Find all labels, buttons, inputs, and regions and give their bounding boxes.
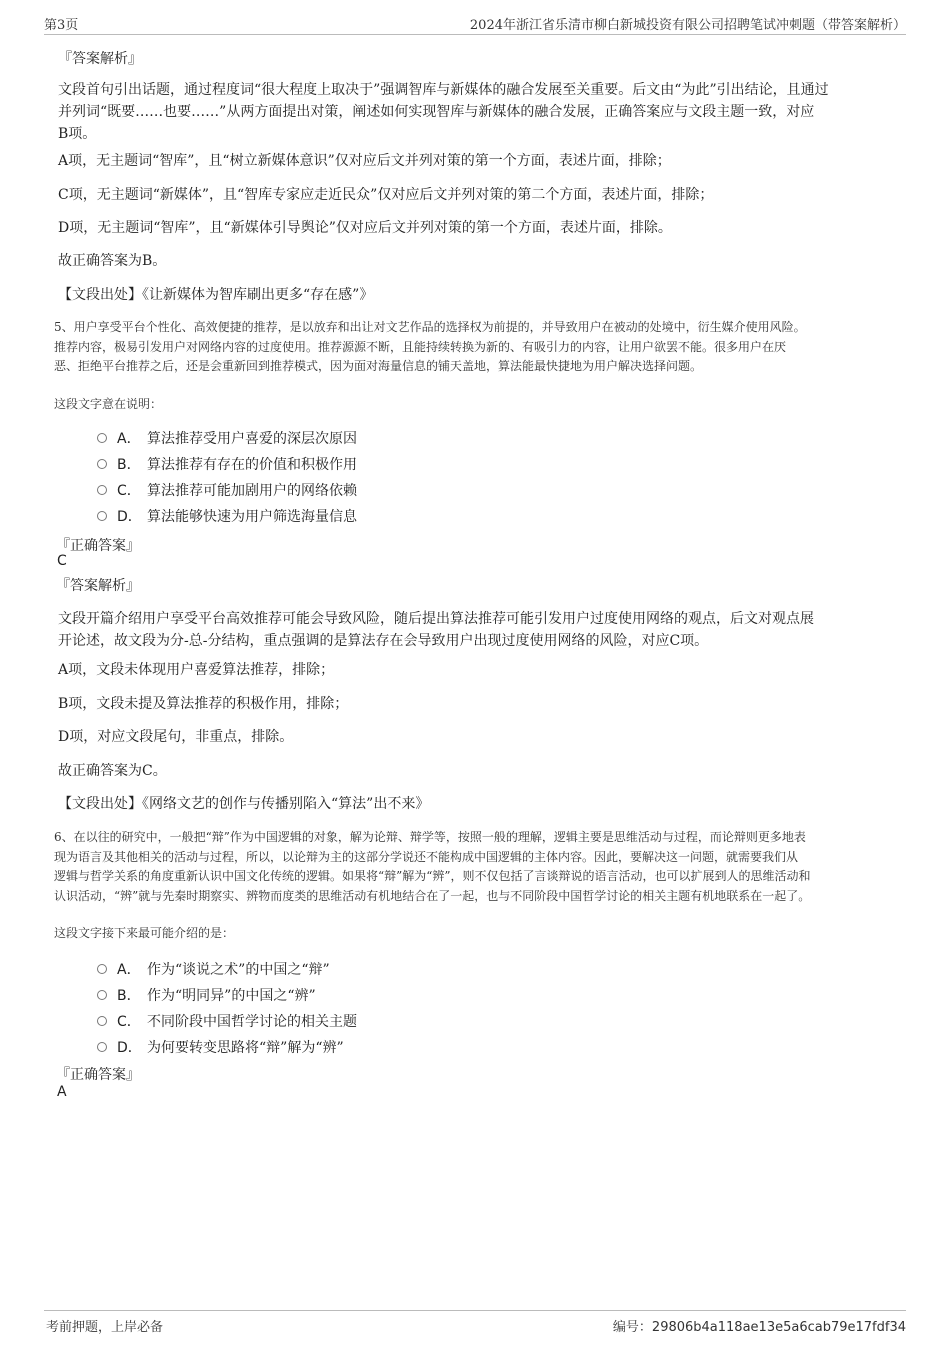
analysis-line: B项。 [58, 126, 97, 142]
option-letter: D． [117, 1040, 142, 1056]
radio-icon[interactable] [97, 1042, 107, 1052]
option-letter: C． [117, 1014, 141, 1030]
option-a-explanation: A项，文段未体现用户喜爱算法推荐，排除； [58, 662, 335, 678]
option-text: 算法推荐有存在的价值和积极作用 [147, 457, 357, 473]
option-text: 算法推荐受用户喜爱的深层次原因 [147, 431, 357, 447]
analysis-line: 并列词“既要……也要……”从两方面提出对策，阐述如何实现智库与新媒体的融合发展，正确答案应与文段主题一致，对应 [58, 104, 815, 120]
option-text: 作为“谈说之术”的中国之“辩” [147, 962, 330, 978]
document-title: 2024年浙江省乐清市柳白新城投资有限公司招聘笔试冲刺题（带答案解析） [469, 18, 906, 33]
option-letter: B． [117, 988, 141, 1004]
answer-conclusion: 故正确答案为C。 [58, 763, 167, 779]
footer-slogan: 考前押题，上岸必备 [46, 1320, 164, 1335]
radio-icon[interactable] [97, 485, 107, 495]
page-header [44, 14, 906, 35]
source-citation: 【文段出处】《让新媒体为智库刷出更多“存在感”》 [58, 287, 374, 303]
correct-answer-heading: 『正确答案』 [56, 538, 140, 554]
stem-line: 认识活动，“辨”就与先秦时期察实、辨物而度类的思维活动有机地结合在了一起，也与不同阶段中国哲学讨论的相关主题有机地联系在一起了。 [54, 888, 811, 903]
analysis-paragraph [58, 79, 896, 145]
document-id-label: 编号： [612, 1320, 652, 1335]
stem-line: 现为语言及其他相关的活动与过程，所以，以论辩为主的这部分学说还不能构成中国逻辑的主体内容。因此，要解决这一问题，就需要我们从 [54, 849, 799, 864]
question-6-prompt: 这段文字接下来最可能介绍的是： [54, 926, 235, 940]
analysis-paragraph [58, 608, 896, 652]
source-citation: 【文段出处】《网络文艺的创作与传播别陷入“算法”出不来》 [58, 796, 430, 812]
question-6-stem [54, 828, 902, 906]
page-footer [44, 1310, 906, 1335]
radio-icon[interactable] [97, 964, 107, 974]
radio-icon[interactable] [97, 459, 107, 469]
option-letter: D． [117, 509, 142, 525]
option-letter: B． [117, 457, 141, 473]
document-id [613, 1316, 906, 1335]
question-5-option-c[interactable] [97, 480, 357, 500]
analysis-line: 文段开篇介绍用户享受平台高效推荐可能会导致风险，随后提出算法推荐可能引发用户过度使用网络的观点，后文对观点展 [58, 611, 814, 627]
stem-line: 逻辑与哲学关系的角度重新认识中国文化传统的逻辑。如果将“辩”解为“辨”，则不仅包括了言谈辩说的语言活动，也可以扩展到人的思维活动和 [54, 869, 811, 883]
question-6-option-b[interactable] [97, 985, 316, 1005]
question-5-option-d[interactable] [97, 506, 357, 526]
question-5-option-b[interactable] [97, 454, 357, 474]
analysis-line: 文段首句引出话题，通过程度词“很大程度上取决于”强调智库与新媒体的融合发展至关重要。后文由“为此”引出结论，且通过 [58, 82, 829, 98]
option-text: 算法推荐可能加剧用户的网络依赖 [147, 483, 357, 499]
document-id-value: 29806b4a118ae13e5a6cab79e17fdf34 [651, 1320, 906, 1335]
correct-answer-value: C [57, 553, 67, 569]
option-text: 不同阶段中国哲学讨论的相关主题 [147, 1014, 357, 1030]
stem-line: 6、在以往的研究中，一般把“辩”作为中国逻辑的对象，解为论辩、辩学等，按照一般的理解，逻辑主要是思维活动与过程，而论辩则更多地表 [54, 830, 806, 844]
option-b-explanation: B项，文段未提及算法推荐的积极作用，排除； [58, 696, 349, 712]
option-text: 作为“明同异”的中国之“辨” [147, 988, 316, 1004]
stem-line: 推荐内容，极易引发用户对网络内容的过度使用。推荐源源不断，且能持续转换为新的、有吸引力的内容，让用户欲罢不能。很多用户在厌 [54, 339, 787, 354]
stem-line: 5、用户享受平台个性化、高效便捷的推荐，是以放弃和出让对文艺作品的选择权为前提的，并导致用户在被动的处境中，衍生媒介使用风险。 [54, 320, 806, 334]
question-6-option-a[interactable] [97, 959, 330, 979]
option-letter: A． [117, 431, 141, 447]
option-a-explanation: A项，无主题词“智库”，且“树立新媒体意识”仅对应后文并列对策的第一个方面，表述片面，排除； [58, 153, 671, 169]
radio-icon[interactable] [97, 990, 107, 1000]
correct-answer-value: A [57, 1084, 67, 1100]
option-d-explanation: D项，对应文段尾句，非重点，排除。 [58, 729, 294, 745]
stem-line: 恶、拒绝平台推荐之后，还是会重新回到推荐模式，因为面对海量信息的铺天盖地，算法能最快捷地为用户解决选择问题。 [54, 359, 703, 373]
question-6-option-c[interactable] [97, 1011, 357, 1031]
option-d-explanation: D项，无主题词“智库”，且“新媒体引导舆论”仅对应后文并列对策的第一个方面，表述片面，排除。 [58, 220, 672, 236]
radio-icon[interactable] [97, 433, 107, 443]
radio-icon[interactable] [97, 511, 107, 521]
answer-conclusion: 故正确答案为B。 [58, 253, 167, 269]
analysis-heading: 『答案解析』 [56, 578, 140, 594]
correct-answer-heading: 『正确答案』 [56, 1067, 140, 1083]
option-letter: C． [117, 483, 141, 499]
radio-icon[interactable] [97, 1016, 107, 1026]
question-5-prompt: 这段文字意在说明： [54, 397, 163, 411]
question-5-option-a[interactable] [97, 428, 357, 448]
option-text: 算法能够快速为用户筛选海量信息 [147, 509, 357, 525]
option-c-explanation: C项，无主题词“新媒体”，且“智库专家应走近民众”仅对应后文并列对策的第二个方面，表述片面，排除； [58, 187, 714, 203]
question-6-option-d[interactable] [97, 1037, 344, 1057]
option-letter: A． [117, 962, 141, 978]
analysis-line: 开论述，故文段为分-总-分结构，重点强调的是算法存在会导致用户出现过度使用网络的风险，对应C项。 [58, 633, 709, 649]
analysis-heading: 『答案解析』 [58, 51, 142, 67]
option-text: 为何要转变思路将“辩”解为“辨” [147, 1040, 344, 1056]
page-number: 第3页 [44, 18, 79, 33]
question-5-stem [54, 318, 902, 377]
